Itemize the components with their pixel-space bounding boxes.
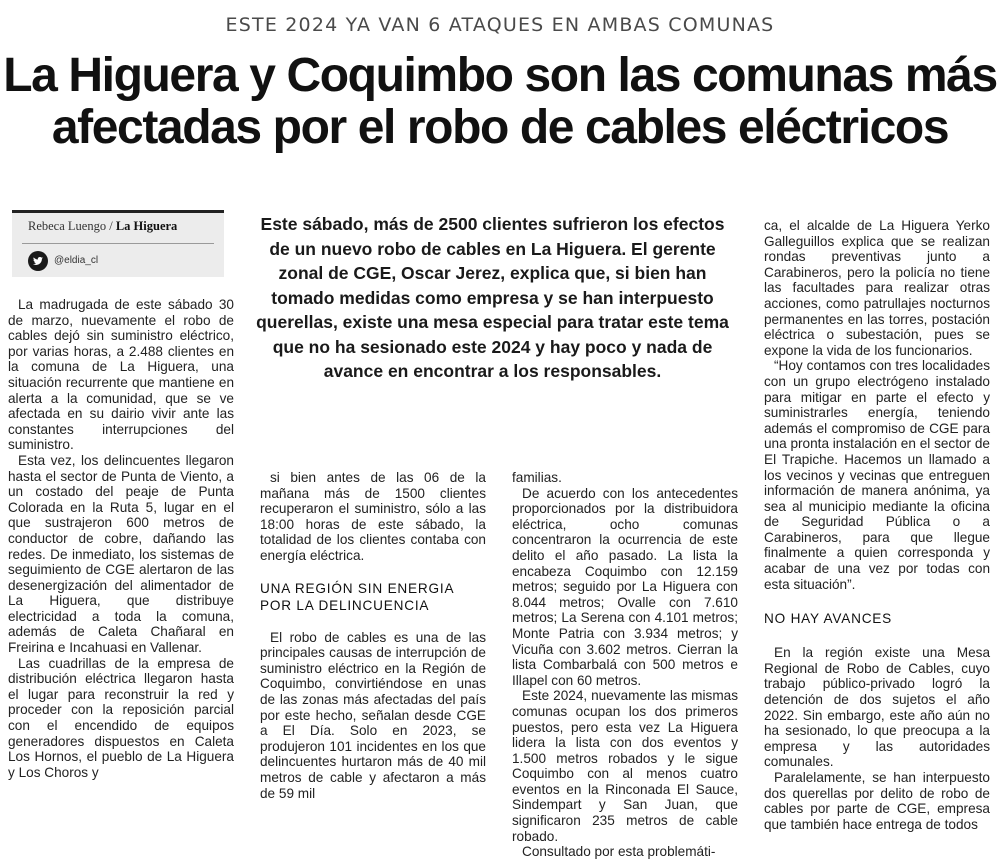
- headline-line-2: afectadas por el robo de cables eléctricos: [51, 101, 949, 154]
- kicker: ESTE 2024 YA VAN 6 ATAQUES EN AMBAS COMUNAS: [225, 14, 775, 36]
- headline: [0, 50, 1000, 154]
- body-paragraph: En la región existe una Mesa Regional de Robo de Cables, cuyo trabajo público-privado logró la detención de dos sujetos el año 2022. Sin embargo, este año aún no ha sesionado, lo que preocupa a la empresa y las autoridades comunales.: [764, 645, 990, 770]
- subheading-no-avances: NO HAY AVANCES: [764, 611, 893, 627]
- body-paragraph: Esta vez, los delincuentes llegaron hasta el sector de Punta de Viento, a un costado del peaje de Punta Colorada en la Ruta 5, lugar en el que sustrajeron 600 metros de conductor de cobre, dañando las redes. De inmediato, los sistemas de seguimiento de CGE alertaron de las desenergización del alimentador de La Higuera, que distribuye electricidad a toda la comuna, además de Caleta Chañaral en Freirina e Incahuasi en Vallenar.: [8, 452, 234, 656]
- body-paragraph: Este 2024, nuevamente las mismas comunas ocupan los dos primeros puestos, pero esta vez La Higuera lidera la lista con dos eventos y 1.500 metros robados y le sigue Coquimbo con al menos cuatro eventos en la Rinconada El Sauce, Sindempart y San Juan, que significaron 235 metros de cable robado.: [512, 688, 738, 844]
- body-paragraph: Las cuadrillas de la empresa de distribución eléctrica llegaron hasta el lugar para reconstruir la red y proceder con la reposición parcial con el encendido de equipos generadores dispuestos en Caleta Los Hornos, el pueblo de La Higuera y Los Choros y: [8, 655, 234, 780]
- byline-divider: [22, 243, 214, 244]
- byline-location: La Higuera: [115, 219, 178, 233]
- body-paragraph: Consultado por esta problemáti-: [522, 844, 716, 860]
- column-4: [764, 218, 990, 832]
- body-paragraph: si bien antes de las 06 de la mañana más de 1500 clientes recuperaron el suministro, sólo a las 18:00 horas de este sábado, la totalidad de los clientes contaba con energía eléctrica.: [260, 470, 486, 563]
- column-2: [260, 470, 486, 801]
- body-paragraph: Paralelamente, se han interpuesto dos querellas por delito de robo de cables por parte de CGE, empresa que también hace entrega de todos: [764, 770, 990, 832]
- body-paragraph: De acuerdo con los antecedentes proporcionados por la distribuidora eléctrica, ocho comunas concentraron la ocurrencia de este delito el año pasado. La lista la encabeza Coquimbo con 12.159 metros; seguido por La Higuera con 8.044 metros; Ovalle con 7.610 metros; La Serena con 4.101 metros; Monte Patria con 3.934 metros; y Vicuña con 3.602 metros. Cierran la lista Combarbalá con 500 metros e Illapel con 60 metros.: [512, 485, 738, 688]
- social-handle[interactable]: @eldia_cl: [54, 255, 99, 266]
- column-1: [8, 297, 234, 780]
- byline-separator: /: [109, 219, 113, 233]
- headline-line-1: La Higuera y Coquimbo son las comunas más: [3, 49, 997, 102]
- body-paragraph: ca, el alcalde de La Higuera Yerko Galleguillos explica que se realizan rondas preventivas junto a Carabineros, pero la policía no tiene las facultades para realizar otras acciones, como patrullajes nocturnos permanentes en las torres, postación eléctrica o subestación, pues se expone la vida de los funcionarios.: [764, 218, 990, 358]
- body-paragraph: El robo de cables es una de las principales causas de interrupción de suministro eléctrico en la Región de Coquimbo, convirtiéndose en unas de las zonas más afectadas del país por este hecho, señalan desde CGE a El Día. Solo en 2023, se produjeron 101 incidentes en los que delincuentes hurtaron más de 40 mil metros de cable y afectaron a más de 59 mil: [260, 629, 486, 801]
- byline-row: [28, 219, 177, 234]
- subheading-region: [260, 580, 486, 614]
- article-lead: Este sábado, más de 2500 clientes sufrieron los efectos de un nuevo robo de cables en La Higuera. El gerente zonal de CGE, Oscar Jerez, explica que, si bien han tomado medidas como empresa y se han interpuesto querellas, existe una mesa especial para tratar este tema que no ha sesionado este 2024 y hay poco y nada de avance en encontrar a los responsables.: [256, 214, 729, 381]
- author-name: Rebeca Luengo: [28, 219, 107, 233]
- twitter-icon[interactable]: [28, 251, 48, 271]
- body-paragraph: La madrugada de este sábado 30 de marzo, nuevamente el robo de cables dejó sin suministro eléctrico, por varias horas, a 2.488 clientes en la comuna de La Higuera, una situación recurrente que mantiene en alerta a la comunidad, que se ve afectada en su dairio vivir ante las constantes interrupciones del suministro.: [8, 297, 234, 453]
- column-3: [512, 470, 738, 860]
- byline-box: [12, 210, 224, 277]
- body-paragraph: familias.: [512, 470, 562, 485]
- subheading-line-1: UNA REGIÓN SIN ENERGIA: [260, 580, 455, 596]
- body-paragraph: “Hoy contamos con tres localidades con un grupo electrógeno instalado para mitigar en parte el efecto y suministrarles energía, teniendo además el compromiso de CGE para una pronta instalación en el sector de El Trapiche. Hacemos un llamado a los vecinos y vecinas que entreguen información de manera anónima, ya sea al municipio mediante la oficina de Seguridad Pública o a Carabineros, para que llegue finalmente a quien corresponda y acabar de una vez por todas con esta situación”.: [764, 358, 990, 592]
- subheading-line-2: POR LA DELINCUENCIA: [260, 597, 430, 613]
